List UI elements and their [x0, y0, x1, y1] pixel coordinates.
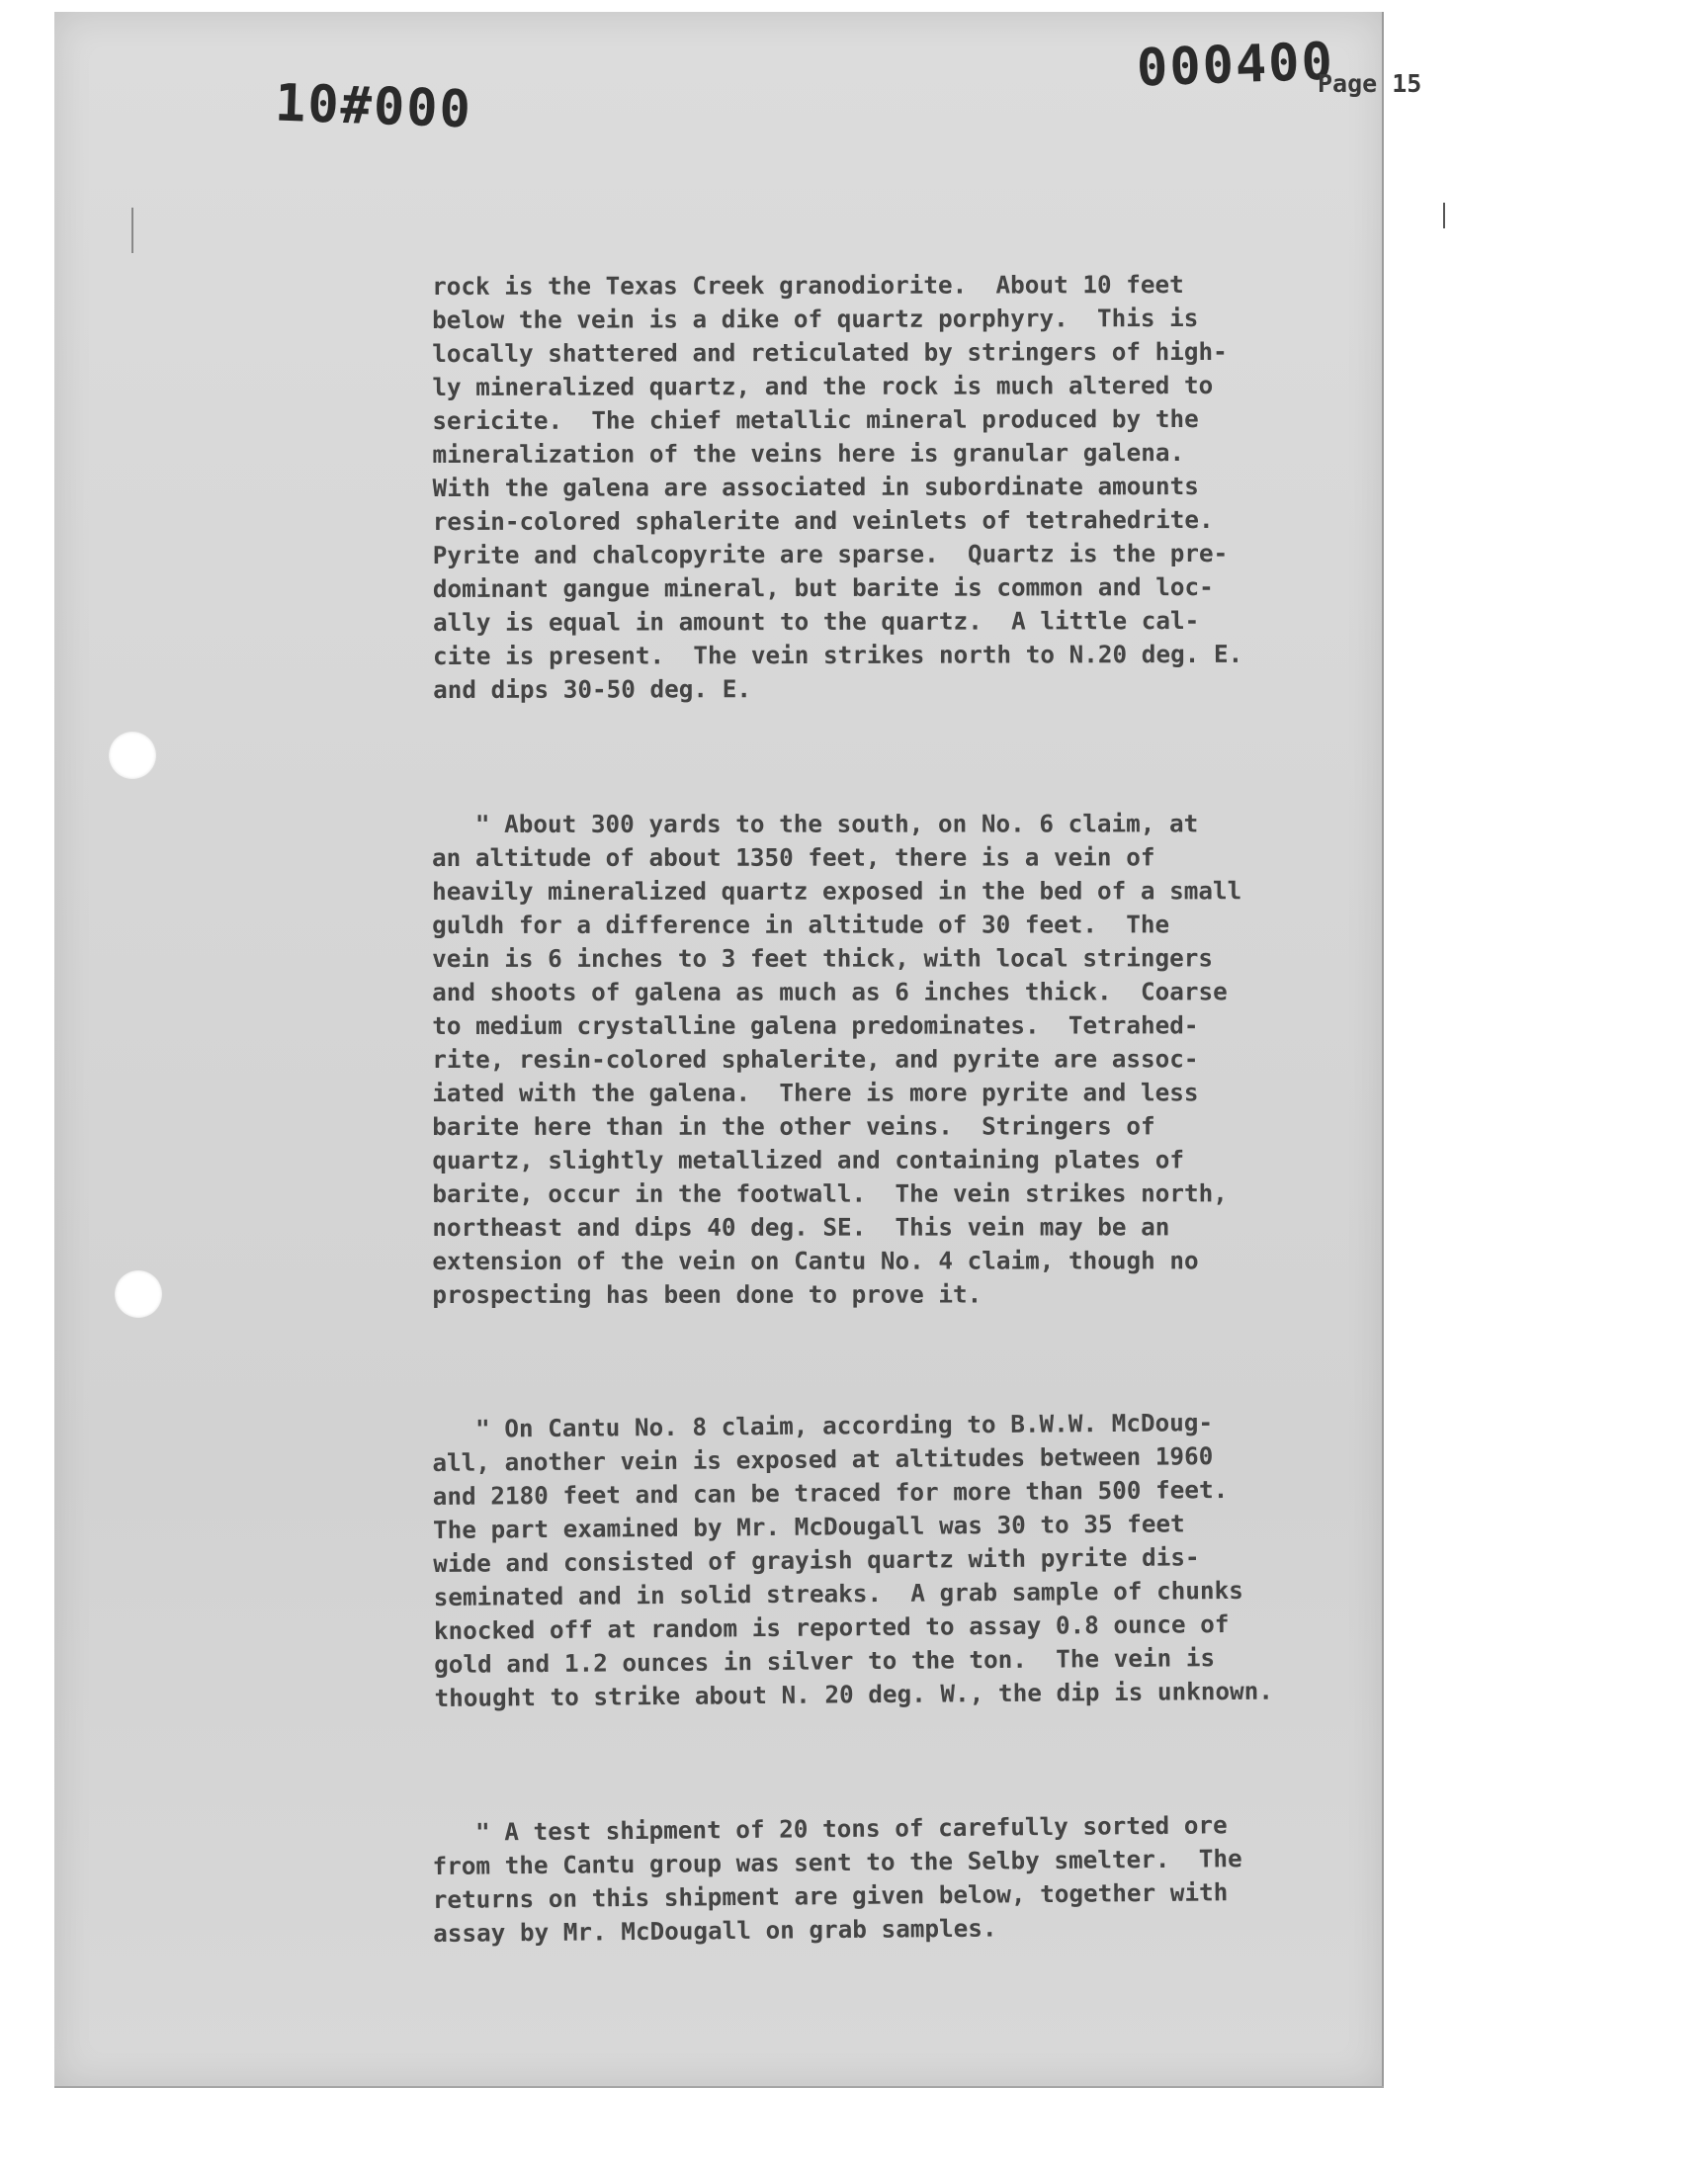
- text-line: barite here than in the other veins. Stringers of: [432, 1111, 1155, 1141]
- paragraph-2: [432, 807, 1401, 1312]
- punch-hole-bottom: [115, 1270, 162, 1318]
- paragraph-4: [432, 1807, 1402, 1951]
- text-line: wide and consisted of grayish quartz with pyrite dis-: [433, 1542, 1200, 1578]
- page-edge-bottom: [54, 2086, 1384, 2088]
- body-text: [432, 203, 1401, 2018]
- text-line: The part examined by Mr. McDougall was 30 to 35 feet: [432, 1509, 1185, 1544]
- text-line: vein is 6 inches to 3 feet thick, with local stringers: [432, 943, 1214, 973]
- text-line: ly mineralized quartz, and the rock is much altered to: [432, 370, 1214, 401]
- text-line: resin-colored sphalerite and veinlets of tetrahedrite.: [432, 504, 1214, 536]
- text-line: sericite. The chief metallic mineral produced by the: [432, 403, 1199, 435]
- text-line: extension of the vein on Cantu No. 4 claim, though no: [432, 1246, 1199, 1275]
- text-line: and 2180 feet and can be traced for more than 500 feet.: [432, 1474, 1229, 1511]
- text-line: ally is equal in amount to the quartz. A little cal-: [432, 605, 1200, 637]
- text-line: " A test shipment of 20 tons of carefully sorted ore: [432, 1810, 1228, 1847]
- text-line: cite is present. The vein strikes north to N.20 deg. E.: [432, 639, 1243, 670]
- document-stamp-left: 10#000: [274, 73, 473, 140]
- text-line: gold and 1.2 ounces in silver to the ton. The vein is: [434, 1643, 1216, 1679]
- text-line: iated with the galena. There is more pyrite and less: [432, 1078, 1199, 1107]
- punch-hole-top: [109, 732, 156, 779]
- text-line: rite, resin-colored sphalerite, and pyrite are assoc-: [432, 1044, 1199, 1074]
- text-line: With the galena are associated in subordinate amounts: [432, 471, 1199, 502]
- margin-mark-right: [1443, 203, 1445, 228]
- text-line: all, another vein is exposed at altitudes between 1960: [432, 1441, 1214, 1477]
- text-line: prospecting has been done to prove it.: [432, 1279, 982, 1309]
- text-line: heavily mineralized quartz exposed in the bed of a small: [432, 876, 1242, 906]
- text-line: thought to strike about N. 20 deg. W., the dip is unknown.: [434, 1676, 1274, 1712]
- text-line: Pyrite and chalcopyrite are sparse. Quartz is the pre-: [432, 538, 1229, 569]
- text-line: locally shattered and reticulated by stringers of high-: [432, 336, 1228, 368]
- text-line: an altitude of about 1350 feet, there is a vein of: [432, 842, 1155, 872]
- text-line: and shoots of galena as much as 6 inches thick. Coarse: [432, 977, 1228, 1006]
- text-line: quartz, slightly metallized and containing plates of: [432, 1145, 1184, 1174]
- text-line: returns on this shipment are given below, together with: [432, 1877, 1229, 1914]
- text-line: below the vein is a dike of quartz porphyry. This is: [432, 303, 1199, 334]
- text-line: dominant gangue mineral, but barite is common and loc-: [432, 571, 1214, 603]
- paragraph-3: [432, 1404, 1404, 1715]
- text-line: northeast and dips 40 deg. SE. This vein may be an: [432, 1212, 1170, 1242]
- paragraph-1: [432, 267, 1402, 707]
- document-stamp-right: 000400: [1136, 32, 1335, 99]
- text-line: seminated and in solid streaks. A grab sample of chunks: [433, 1575, 1243, 1611]
- text-line: rock is the Texas Creek granodiorite. About 10 feet: [432, 270, 1184, 301]
- page-number: Page 15: [1318, 69, 1422, 98]
- text-line: to medium crystalline galena predominates. Tetrahed-: [432, 1010, 1199, 1040]
- text-line: and dips 30-50 deg. E.: [433, 674, 751, 704]
- text-line: " On Cantu No. 8 claim, according to B.W.W. McDoug-: [432, 1408, 1214, 1443]
- text-line: barite, occur in the footwall. The vein strikes north,: [432, 1178, 1228, 1208]
- text-line: knocked off at random is reported to assay 0.8 ounce of: [433, 1609, 1230, 1645]
- text-line: mineralization of the veins here is granular galena.: [432, 438, 1185, 469]
- text-line: " About 300 yards to the south, on No. 6 claim, at: [432, 809, 1199, 838]
- text-line: guldh for a difference in altitude of 30 feet. The: [432, 910, 1170, 939]
- text-line: from the Cantu group was sent to the Selby smelter. The: [432, 1844, 1242, 1880]
- text-line: assay by Mr. McDougall on grab samples.: [432, 1913, 997, 1948]
- margin-mark-left: [131, 208, 133, 253]
